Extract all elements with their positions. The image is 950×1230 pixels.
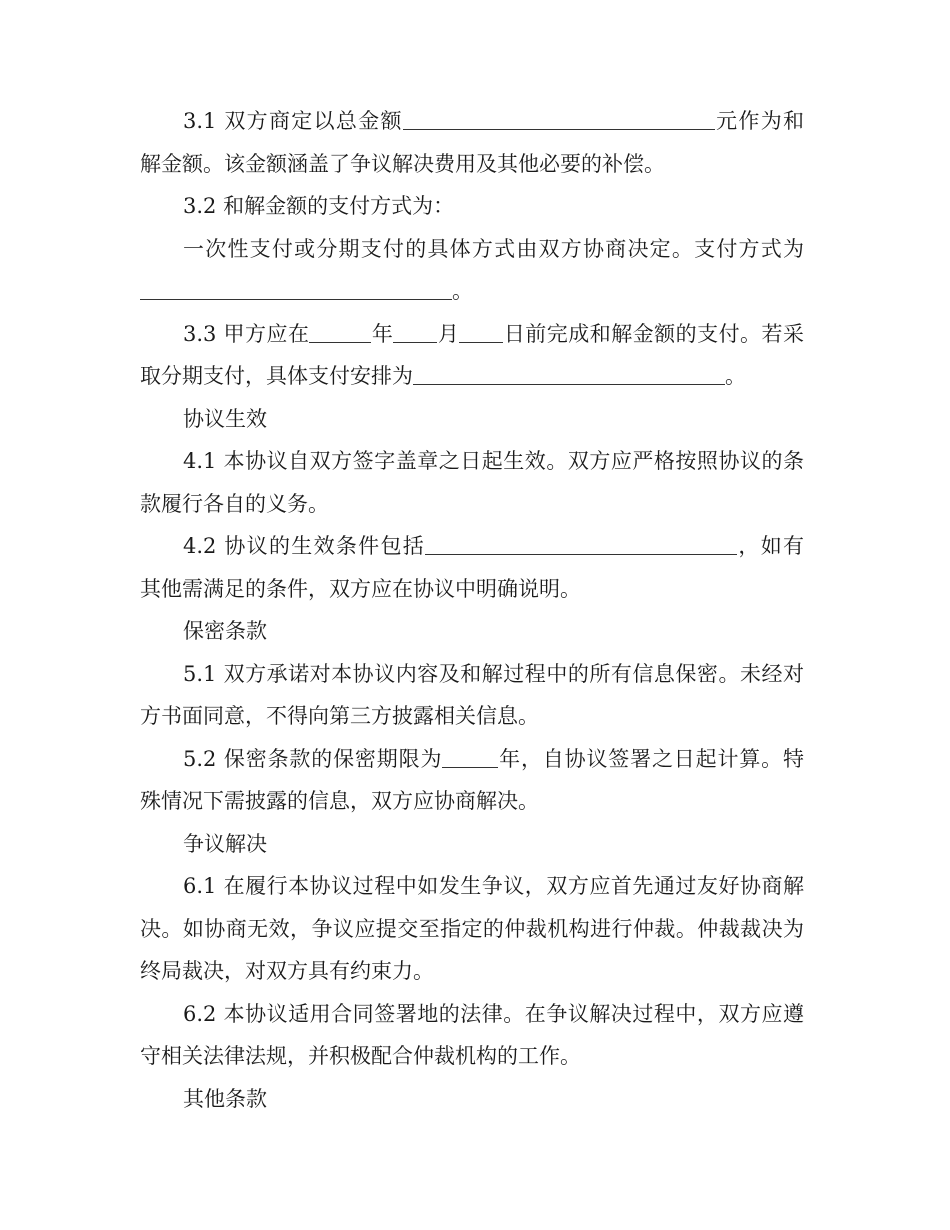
clause-3-3 [140, 313, 804, 398]
section-heading-confidentiality: 保密条款 [183, 619, 267, 643]
clause-6-2: 6.2 本协议适用合同签署地的法律。在争议解决过程中，双方应遵守相关法律法规，并积极配合仲裁机构的工作。 [140, 1001, 804, 1068]
clause-6-1: 6.1 在履行本协议过程中如发生争议，双方应首先通过友好协商解决。如协商无效，争议应提交至指定的仲裁机构进行仲裁。仲裁裁决为终局裁决，对双方具有约束力。 [140, 874, 804, 983]
amount-blank[interactable] [403, 107, 715, 130]
day-blank[interactable] [459, 319, 503, 342]
month-blank[interactable] [393, 319, 437, 342]
section-heading-dispute: 争议解决 [183, 831, 267, 856]
clause-4-2-text-a: 4.2 协议的生效条件包括 [183, 534, 426, 558]
clause-3-2: 3.2 和解金额的支付方式为： [183, 194, 455, 218]
clause-3-3-text-d: 日前完成和解金额的支付。若采取分期支付，具体支付安排为 [140, 321, 805, 388]
clause-5-1: 5.1 双方承诺对本协议内容及和解过程中的所有信息保密。未经对方书面同意，不得向第三方披露相关信息。 [140, 661, 804, 728]
clause-3-2-end: 。 [452, 279, 473, 303]
clause-3-1-text-b: 元作为和解金额。该金额涵盖了争议解决费用及其他必要的补偿。 [140, 109, 805, 176]
clause-3-3-end: 。 [725, 364, 746, 388]
clause-5-2-text-b: 年，自协议签署之日起计算。特殊情况下需披露的信息，双方应协商解决。 [140, 746, 804, 813]
clause-5-2-text-a: 5.2 保密条款的保密期限为 [183, 746, 443, 771]
installment-plan-blank[interactable] [413, 362, 725, 385]
clause-3-1-text-a: 3.1 双方商定以总金额 [183, 109, 403, 133]
clause-4-1: 4.1 本协议自双方签字盖章之日起生效。双方应严格按照协议的条款履行各自的义务。 [140, 449, 804, 516]
clause-4-2 [140, 525, 804, 610]
clause-4-2-text-b: ，如有其他需满足的条件，双方应在协议中明确说明。 [140, 534, 804, 601]
section-heading-other: 其他条款 [183, 1086, 267, 1111]
clause-3-3-text-a: 3.3 甲方应在 [183, 321, 310, 346]
year-blank[interactable] [309, 319, 371, 342]
clause-3-1 [140, 100, 804, 185]
confidentiality-years-blank[interactable] [442, 744, 498, 767]
clause-3-3-month-label: 月 [437, 321, 460, 346]
clause-3-2-detail-text: 一次性支付或分期支付的具体方式由双方协商决定。支付方式为 [183, 236, 804, 261]
clause-3-3-year-label: 年 [371, 321, 394, 346]
clause-3-2-detail [140, 228, 804, 313]
payment-method-blank[interactable] [140, 277, 452, 300]
clause-5-2 [140, 738, 804, 823]
conditions-blank[interactable] [425, 532, 737, 555]
section-heading-effectiveness: 协议生效 [183, 406, 267, 431]
document-page [140, 100, 804, 1120]
